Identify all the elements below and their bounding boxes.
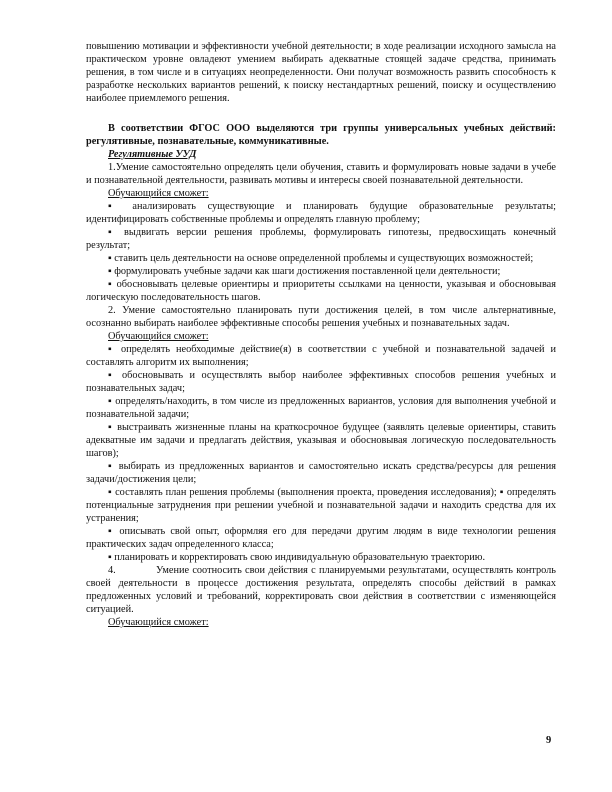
- item-4-text: Умение соотносить свои действия с планируемыми результатами, осуществлять контроль своей деятельности в процессе достижения результата, определять способы действий в рамках предложенных условий и требований, корректировать свои действия в соответствии с изменяющейся ситуацией.: [86, 565, 556, 615]
- item-4: [86, 564, 556, 616]
- bullet-item: ▪ планировать и корректировать свою индивидуальную образовательную траекторию.: [108, 552, 486, 563]
- item-1-text: 1.Умение самостоятельно определять цели обучения, ставить и формулировать новые задачи в учебе и познавательной деятельности, развивать мотивы и интересы своей познавательной деятельности.: [86, 162, 556, 186]
- intro-paragraph: повышению мотивации и эффективности учебной деятельности; в ходе реализации исходного замысла на практическом уровне овладеют умением выбирать адекватные стоящей задаче средства, принимать решения, в том числе и в ситуациях неопределенности. Они получат возможность развить способность к разработке нескольких вариантов решений, к поиску нестандартных решений, поиску и осуществлению наиболее приемлемого решения.: [86, 41, 556, 104]
- item-4-number: 4.: [108, 565, 116, 576]
- bullet-item: ▪ обосновывать целевые ориентиры и приоритеты ссылками на ценности, указывая и обосновывая логическую последовательность шагов.: [86, 279, 556, 303]
- bullet-item: ▪ выдвигать версии решения проблемы, формулировать гипотезы, предвосхищать конечный результат;: [86, 227, 556, 251]
- bullet-item: ▪ выбирать из предложенных вариантов и самостоятельно искать средства/ресурсы для решения задачи/достижения цели;: [86, 461, 556, 485]
- learner-label-1: Обучающийся сможет:: [108, 188, 209, 199]
- learner-label-3: Обучающийся сможет:: [108, 617, 209, 628]
- item-2-text: 2. Умение самостоятельно планировать пути достижения целей, в том числе альтернативные, осознанно выбирать наиболее эффективные способы решения учебных и познавательных задач.: [86, 305, 556, 329]
- bullet-item: ▪ выстраивать жизненные планы на краткосрочное будущее (заявлять целевые ориентиры, ставить адекватные им задачи и предлагать действия, указывая и обосновывая логическую последовательность шагов);: [86, 422, 556, 459]
- learner-label-2: Обучающийся сможет:: [108, 331, 209, 342]
- page-number: 9: [546, 735, 552, 746]
- fgos-statement: В соответствии ФГОС ООО выделяются три группы универсальных учебных действий: регулятивные, познавательные, коммуникативные.: [86, 123, 556, 147]
- bullet-item: ▪ составлять план решения проблемы (выполнения проекта, проведения исследования); ▪ определять потенциальные затруднения при решении учебной и познавательной задачи и находить средства для их устранения;: [86, 487, 556, 524]
- regulative-heading: Регулятивные УУД: [108, 149, 197, 160]
- bullet-item: ▪ формулировать учебные задачи как шаги достижения поставленной цели деятельности;: [108, 266, 501, 277]
- bullet-item: ▪ ставить цель деятельности на основе определенной проблемы и существующих возможностей;: [108, 253, 534, 264]
- bullet-item: ▪ определять/находить, в том числе из предложенных вариантов, условия для выполнения учебной и познавательной задачи;: [86, 396, 556, 420]
- document-page: [86, 40, 556, 629]
- bullet-item: ▪ описывать свой опыт, оформляя его для передачи другим людям в виде технологии решения практических задач определенного класса;: [86, 526, 556, 550]
- bullet-item: ▪ определять необходимые действие(я) в соответствии с учебной и познавательной задачей и составлять алгоритм их выполнения;: [86, 344, 556, 368]
- bullet-item: ▪ обосновывать и осуществлять выбор наиболее эффективных способов решения учебных и познавательных задач;: [86, 370, 556, 394]
- bullet-item: ▪ анализировать существующие и планировать будущие образовательные результаты; идентифицировать собственные проблемы и определять главную проблему;: [86, 201, 556, 225]
